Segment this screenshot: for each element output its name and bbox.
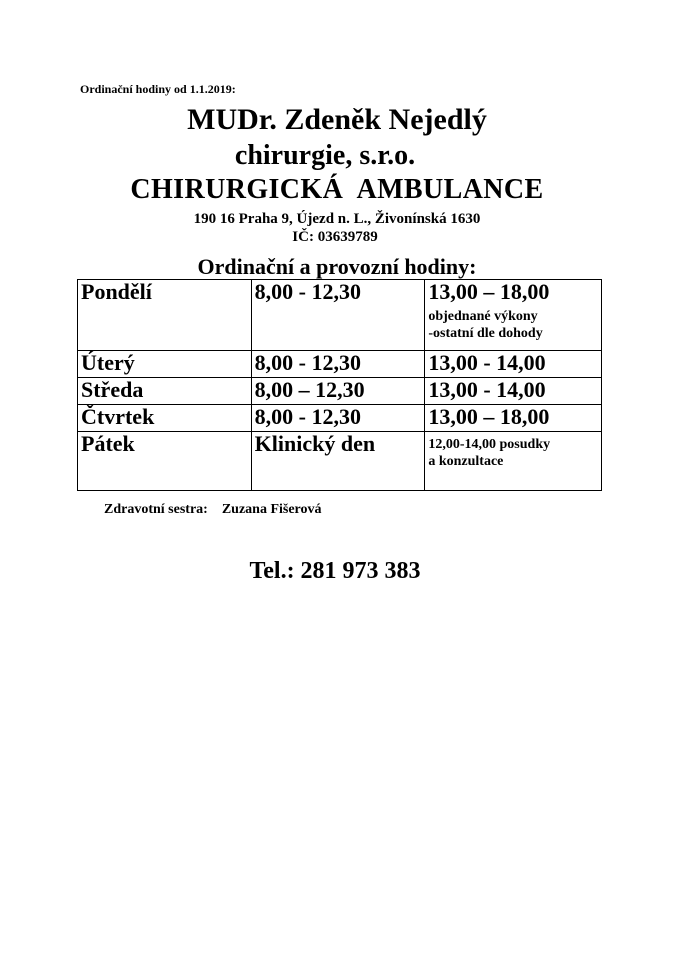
morning-hours: 8,00 - 12,30 [254, 404, 361, 429]
doctor-name: MUDr. Zdeněk Nejedlý [187, 103, 487, 136]
afternoon-cell [425, 378, 602, 405]
afternoon-hours: 13,00 - 14,00 [428, 377, 546, 402]
day-label: Čtvrtek [81, 404, 155, 429]
table-row [78, 280, 602, 351]
afternoon-cell [425, 351, 602, 378]
table-row [78, 351, 602, 378]
clinic-title: CHIRURGICKÁ AMBULANCE [130, 174, 544, 205]
table-row [78, 378, 602, 405]
morning-cell [251, 351, 425, 378]
nurse-label: Zdravotní sestra: [104, 502, 208, 517]
day-label: Pondělí [81, 279, 152, 304]
note-line: -ostatní dle dohody [428, 326, 543, 341]
nurse-name: Zuzana Fišerová [221, 502, 322, 517]
nurse-info [104, 502, 322, 518]
day-cell [78, 432, 252, 491]
day-cell [78, 280, 252, 351]
afternoon-hours: 13,00 – 18,00 [428, 404, 550, 429]
afternoon-hours: 13,00 – 18,00 [428, 279, 550, 304]
afternoon-cell [425, 280, 602, 351]
day-cell [78, 378, 252, 405]
day-cell [78, 351, 252, 378]
company-id: IČ: 03639789 [292, 229, 378, 245]
morning-hours: 8,00 - 12,30 [254, 350, 361, 375]
morning-hours: Klinický den [254, 431, 376, 456]
phone-number: Tel.: 281 973 383 [249, 558, 421, 584]
morning-cell [251, 432, 425, 491]
morning-cell [251, 378, 425, 405]
morning-cell [251, 280, 425, 351]
table-row [78, 432, 602, 491]
note-line: objednané výkony [428, 309, 538, 324]
company-name: chirurgie, s.r.o. [234, 140, 416, 171]
valid-from-note: Ordinační hodiny od 1.1.2019: [80, 82, 236, 96]
afternoon-cell [425, 405, 602, 432]
table-row [78, 405, 602, 432]
morning-hours: 8,00 - 12,30 [254, 279, 361, 304]
hours-heading: Ordinační a provozní hodiny: [197, 254, 477, 279]
afternoon-cell [425, 432, 602, 491]
day-label: Pátek [81, 431, 135, 456]
morning-cell [251, 405, 425, 432]
note-line: a konzultace [428, 454, 504, 469]
day-cell [78, 405, 252, 432]
hours-table [77, 279, 602, 491]
morning-hours: 8,00 – 12,30 [254, 377, 365, 402]
day-label: Úterý [81, 350, 135, 375]
note-line: 12,00-14,00 posudky [428, 437, 551, 452]
afternoon-hours: 13,00 - 14,00 [428, 350, 546, 375]
day-label: Středa [81, 377, 144, 402]
address: 190 16 Praha 9, Újezd n. L., Živonínská 1630 [193, 211, 481, 227]
